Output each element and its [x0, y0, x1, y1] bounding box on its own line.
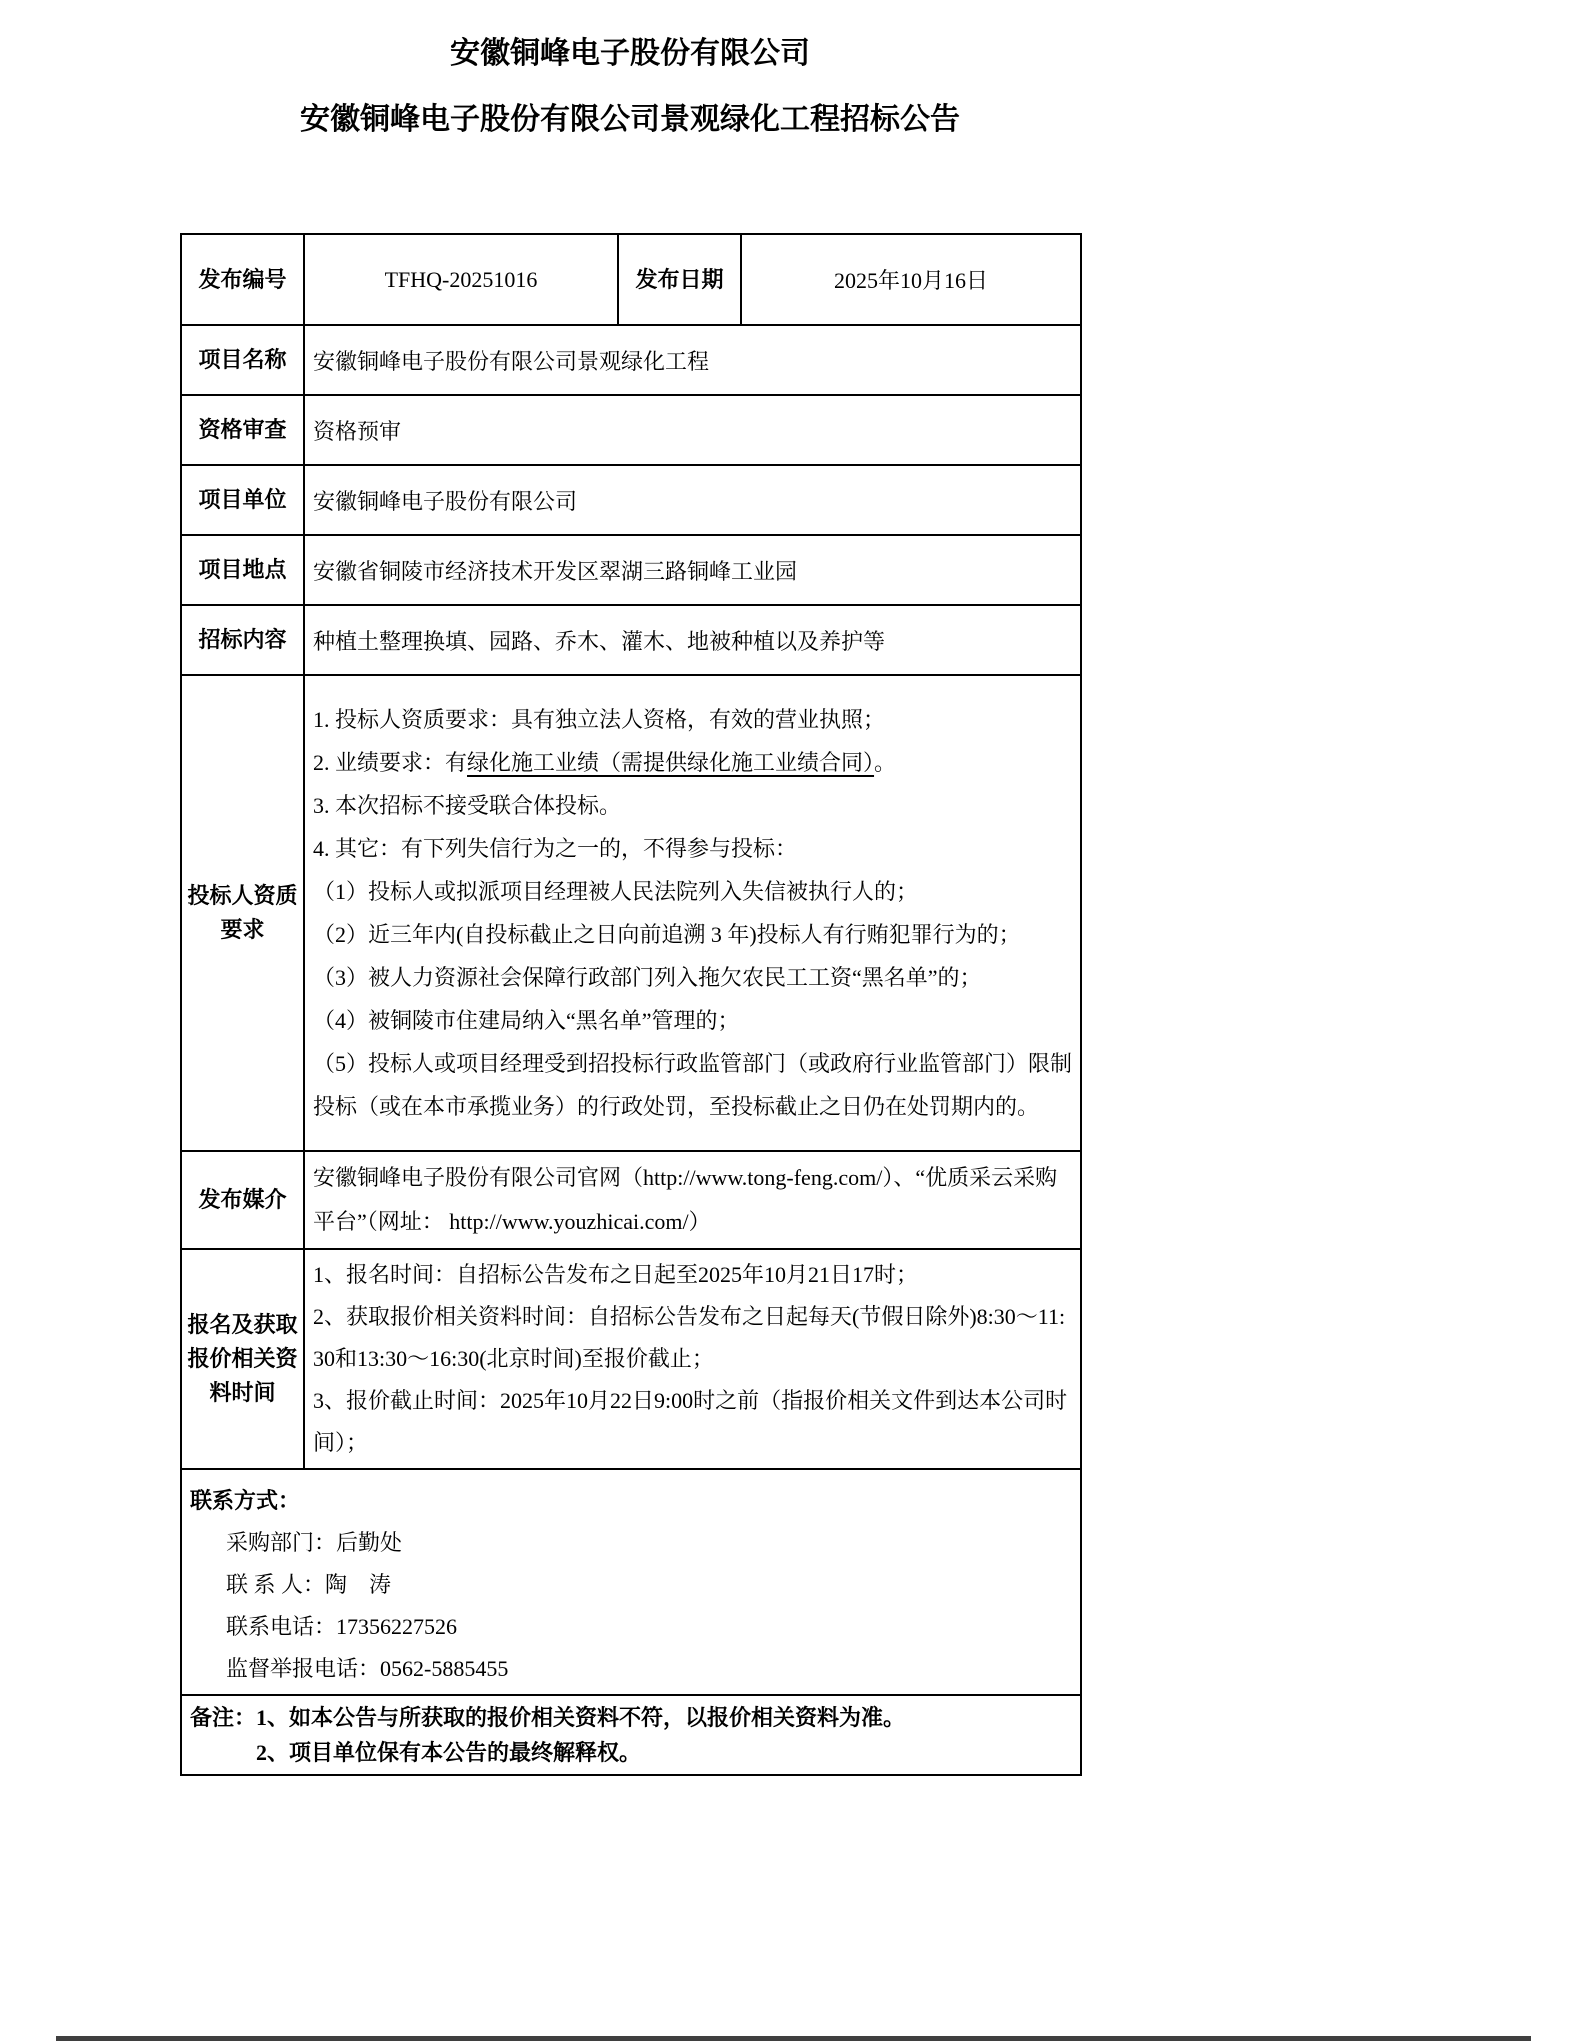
table-row-tender-content	[181, 605, 1081, 675]
bidder-qualification-value	[304, 675, 1081, 1151]
table-row-publish-media	[181, 1151, 1081, 1249]
remarks-line-2: 2、项目单位保有本公告的最终解释权。	[256, 1740, 642, 1765]
tender-content-label: 招标内容	[181, 605, 304, 675]
tender-table	[180, 233, 1082, 1776]
table-row-contact	[181, 1469, 1081, 1695]
qualification-review-value: 资格预审	[304, 395, 1081, 465]
contact-phone: 联系电话：17356227526	[226, 1614, 458, 1639]
table-row-project-name	[181, 325, 1081, 395]
contact-cell	[181, 1469, 1081, 1695]
table-row-publish	[181, 234, 1081, 325]
project-unit-value: 安徽铜峰电子股份有限公司	[304, 465, 1081, 535]
publish-date-value: 2025年10月16日	[741, 234, 1081, 325]
table-row-project-location	[181, 535, 1081, 605]
remarks-cell	[181, 1695, 1081, 1775]
tender-content-value: 种植土整理换填、园路、乔木、灌木、地被种植以及养护等	[304, 605, 1081, 675]
qualification-sub-4: （4）被铜陵市住建局纳入“黑名单”管理的；	[313, 1008, 740, 1033]
project-location-value: 安徽省铜陵市经济技术开发区翠湖三路铜峰工业园	[304, 535, 1081, 605]
remarks-line-1: 备注：1、如本公告与所获取的报价相关资料不符，以报价相关资料为准。	[190, 1705, 906, 1730]
announcement-title: 安徽铜峰电子股份有限公司景观绿化工程招标公告	[300, 103, 960, 136]
publish-date-label: 发布日期	[618, 234, 741, 325]
qualification-sub-3: （3）被人力资源社会保障行政部门列入拖欠农民工工资“黑名单”的；	[313, 965, 982, 990]
table-row-project-unit	[181, 465, 1081, 535]
table-row-qualification-review	[181, 395, 1081, 465]
contact-department: 采购部门：后勤处	[226, 1530, 403, 1555]
table-row-bidder-qualification	[181, 675, 1081, 1151]
qualification-item-1: 1. 投标人资质要求：具有独立法人资格，有效的营业执照；	[313, 707, 886, 732]
contact-heading: 联系方式：	[190, 1488, 301, 1513]
publish-no-value: TFHQ-20251016	[304, 234, 618, 325]
qualification-review-label: 资格审查	[181, 395, 304, 465]
schedule-item-1: 1、报名时间：自招标公告发布之日起至2025年10月21日17时；	[313, 1262, 919, 1287]
contact-person: 联 系 人：陶 涛	[226, 1572, 392, 1597]
qualification-item-2: 2. 业绩要求：有绿化施工业绩（需提供绿化施工业绩合同）。	[313, 750, 897, 775]
qualification-item-3: 3. 本次招标不接受联合体投标。	[313, 793, 622, 818]
table-row-schedule	[181, 1249, 1081, 1469]
schedule-label: 报名及获取报价相关资料时间	[181, 1249, 304, 1469]
remarks-label: 备注：	[190, 1705, 257, 1730]
publish-no-label: 发布编号	[181, 234, 304, 325]
project-location-label: 项目地点	[181, 535, 304, 605]
underlined-performance-requirement: 绿化施工业绩（需提供绿化施工业绩合同）	[467, 750, 875, 775]
document-content	[180, 36, 1080, 1776]
project-name-value: 安徽铜峰电子股份有限公司景观绿化工程	[304, 325, 1081, 395]
publish-media-label: 发布媒介	[181, 1151, 304, 1249]
window-bottom-edge	[56, 2036, 1531, 2041]
bidder-qualification-label: 投标人资质要求	[181, 675, 304, 1151]
schedule-item-2: 2、获取报价相关资料时间：自招标公告发布之日起每天(节假日除外)8:30～11:30和13:30～16:30(北京时间)至报价截止；	[313, 1304, 1066, 1371]
project-name-label: 项目名称	[181, 325, 304, 395]
publish-media-value: 安徽铜峰电子股份有限公司官网（http://www.tong-feng.com/）、“优质采云采购平台”（网址： http://www.youzhicai.com/）	[304, 1151, 1081, 1249]
schedule-item-3: 3、报价截止时间：2025年10月22日9:00时之前（指报价相关文件到达本公司时间）；	[313, 1388, 1068, 1455]
contact-report-phone: 监督举报电话：0562-5885455	[226, 1656, 509, 1681]
project-unit-label: 项目单位	[181, 465, 304, 535]
qualification-sub-2: （2）近三年内(自投标截止之日向前追溯 3 年)投标人有行贿犯罪行为的；	[313, 922, 1021, 947]
schedule-value	[304, 1249, 1081, 1469]
qualification-sub-5: （5）投标人或项目经理受到招投标行政监管部门（或政府行业监管部门）限制投标（或在本市承揽业务）的行政处罚，至投标截止之日仍在处罚期内的。	[313, 1051, 1073, 1119]
qualification-sub-1: （1）投标人或拟派项目经理被人民法院列入失信被执行人的；	[313, 879, 919, 904]
company-title: 安徽铜峰电子股份有限公司	[450, 37, 810, 70]
qualification-item-4: 4. 其它：有下列失信行为之一的，不得参与投标：	[313, 836, 798, 861]
table-row-remarks	[181, 1695, 1081, 1775]
